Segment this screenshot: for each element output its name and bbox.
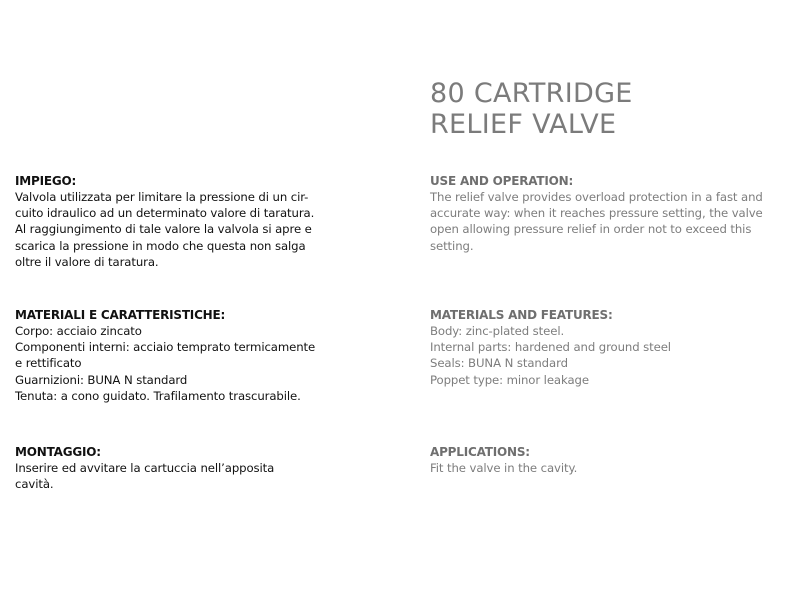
section-applications <box>430 444 795 476</box>
section-heading: MONTAGGIO: <box>15 445 101 459</box>
body-line: Guarnizioni: BUNA N standard <box>15 372 188 387</box>
body-line: open allowing pressure relief in order not to exceed this <box>430 222 752 237</box>
section-montaggio <box>15 444 395 492</box>
body-line: Tenuta: a cono guidato. Trafilamento trascurabile. <box>15 388 301 403</box>
body-line: cuito idraulico ad un determinato valore di taratura. <box>15 206 315 221</box>
section-materials-and-features <box>430 307 795 388</box>
section-heading: APPLICATIONS: <box>430 445 530 459</box>
title-line-2: RELIEF VALVE <box>430 109 617 140</box>
body-line: oltre il valore di taratura. <box>15 254 159 269</box>
body-line: Internal parts: hardened and ground steel <box>430 340 671 355</box>
body-line: Poppet type: minor leakage <box>430 372 589 387</box>
body-line: scarica la pressione in modo che questa non salga <box>15 238 306 253</box>
document-title <box>430 78 790 140</box>
body-line: Seals: BUNA N standard <box>430 356 568 371</box>
section-heading: MATERIALI E CARATTERISTICHE: <box>15 308 226 322</box>
section-impiego <box>15 173 395 270</box>
section-heading: IMPIEGO: <box>15 174 77 188</box>
body-line: Inserire ed avvitare la cartuccia nell’apposita <box>15 461 275 475</box>
body-line: Valvola utilizzata per limitare la pressione di un cir- <box>15 190 309 204</box>
section-heading: MATERIALS AND FEATURES: <box>430 308 613 322</box>
body-line: setting. <box>430 238 474 253</box>
body-line: Body: zinc-plated steel. <box>430 324 565 338</box>
body-line: Componenti interni: acciaio temprato termicamente <box>15 340 316 355</box>
body-line: e rettificato <box>15 356 82 371</box>
body-line: Al raggiungimento di tale valore la valvola si apre e <box>15 222 312 237</box>
body-line: Corpo: acciaio zincato <box>15 324 142 338</box>
section-materiali <box>15 307 395 404</box>
section-heading: USE AND OPERATION: <box>430 174 574 188</box>
body-line: The relief valve provides overload protection in a fast and <box>430 190 763 204</box>
body-line: cavità. <box>15 477 54 492</box>
body-line: Fit the valve in the cavity. <box>430 461 578 475</box>
section-use-and-operation <box>430 173 795 254</box>
body-line: accurate way: when it reaches pressure setting, the valve <box>430 206 763 221</box>
title-line-1: 80 CARTRIDGE <box>430 78 633 109</box>
